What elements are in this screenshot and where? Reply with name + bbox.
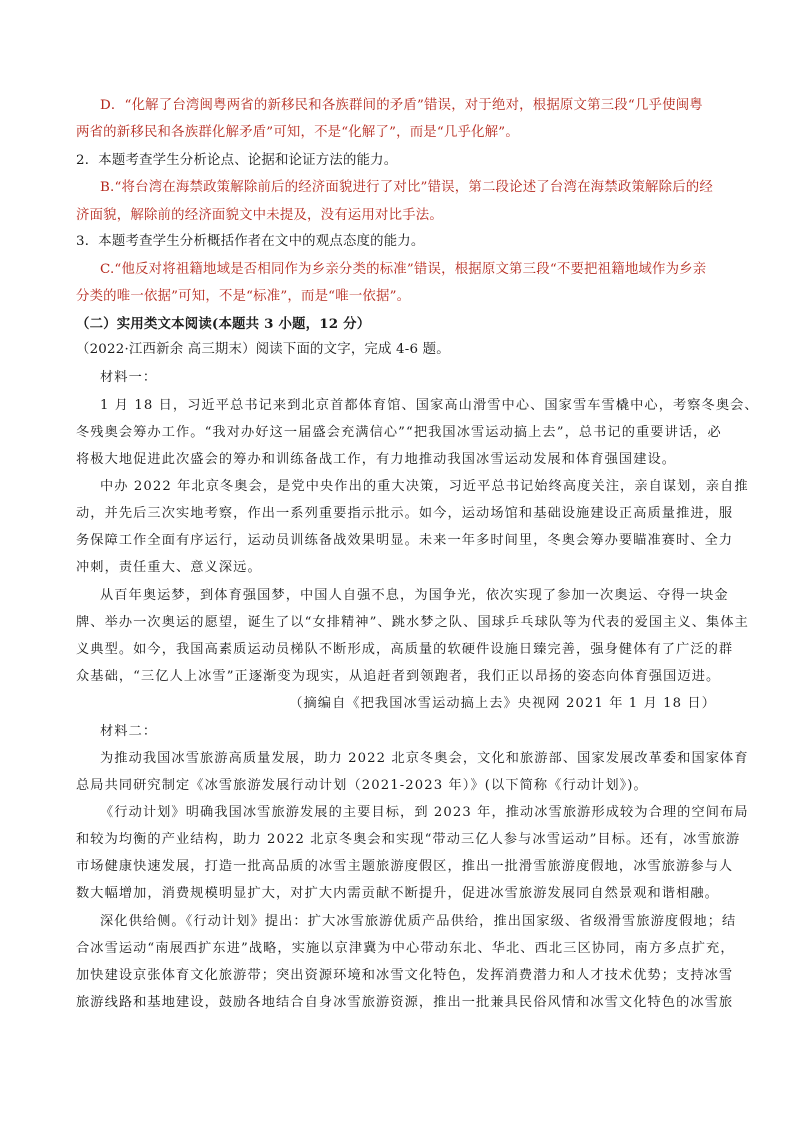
material-1-p3-line-2: 牌、举办一次奥运的愿望，诞生了以“女排精神”、跳水梦之队、国球乒乓球队等为代表的爱国主义、集体主 (76, 615, 749, 630)
material-1-p2-line-3: 务保障工作全面有序运行，运动员训练备战效果明显。未来一年多时间里，冬奥会筹办要瞄准赛时、全力 (76, 533, 734, 548)
material-2-p3-line-1: 深化供给侧。《行动计划》提出：扩大冰雪旅游优质产品供给，推出国家级、省级滑雪旅游度假地；结 (100, 914, 737, 929)
material-2-p2-line-3: 市场健康快速发展，打造一批高品质的冰雪主题旅游度假区，推出一批滑雪旅游度假地，冰雪旅游参与人 (76, 859, 734, 874)
material-2-p2-line-2: 和较为均衡的产业结构，助力 2022 北京冬奥会和实现“带动三亿人参与冰雪运动”目标。还有，冰雪旅游 (76, 832, 741, 847)
material-1-p3-line-1: 从百年奥运梦，到体育强国梦，中国人自强不息，为国争光，依次实现了参加一次奥运、夺得一块金 (100, 588, 729, 603)
question-3-heading: 3．本题考查学生分析概括作者在文中的观点态度的能力。 (76, 234, 425, 249)
material-1-p2-line-4: 冲刺，责任重大、意义深远。 (76, 560, 262, 575)
material-2-p1-line-2: 总局共同研究制定《冰雪旅游发展行动计划（2021-2023 年）》(以下简称《行动计划》)。 (76, 778, 648, 793)
material-1-p2-line-1: 中办 2022 年北京冬奥会，是党中央作出的重大决策，习近平总书记始终高度关注，亲自谋划，亲自推 (100, 479, 749, 494)
source-instruction: （2022·江西新余 高三期末）阅读下面的文字，完成 4-6 题。 (76, 342, 450, 357)
material-2-p3-line-2: 合冰雪运动“南展西扩东进”战略，实施以京津冀为中心带动东北、华北、西北三区协同，南方多点扩充， (76, 941, 735, 956)
question-2-heading: 2．本题考查学生分析论点、论据和论证方法的能力。 (76, 153, 398, 168)
material-2-p2-line-4: 数大幅增加，消费规模明显扩大，对扩大内需贡献不断提升，促进冰雪旅游发展同自然景观和谐相融。 (76, 886, 719, 901)
answer-d-line-1: D．“化解了台湾闽粤两省的新移民和各族群间的矛盾”错误，对于绝对，根据原文第三段“几乎使闽粤 (100, 98, 703, 113)
material-1-p1-line-2: 冬残奥会筹办工作。“我对办好这一届盛会充满信心”“把我国冰雪运动搞上去”，总书记的重要讲话，必 (76, 425, 722, 440)
material-1-p1-line-3: 将极大地促进此次盛会的筹办和训练备战工作，有力地推动我国冰雪运动发展和体育强国建设。 (76, 452, 677, 467)
answer-b-line-2: 济面貌，解除前的经济面貌文中未提及，没有运用对比手法。 (76, 208, 443, 223)
material-1-p3-line-3: 义典型。如今，我国高素质运动员梯队不断形成，高质量的软硬件设施日臻完善，强身健体有了广泛的群 (76, 642, 734, 657)
material-1-p3-line-4: 众基础，“三亿人上冰雪”正逐渐变为现实，从追赶者到领跑者，我们正以昂扬的姿态向体育强国迈进。 (76, 669, 721, 684)
material-1-p2-line-2: 动，并先后三次实地考察，作出一系列重要指示批示。如今，运动场馆和基础设施建设正高质量推进，服 (76, 506, 734, 521)
answer-c-line-2: 分类的唯一依据”可知，不是“标准”，而是“唯一依据”。 (76, 289, 411, 304)
section-heading: （二）实用类文本阅读(本题共 3 小题，12 分） (76, 316, 371, 332)
answer-d-line-2: 两省的新移民和各族群化解矛盾”可知，不是“化解了”，而是“几乎化解”。 (76, 125, 519, 140)
answer-c-line-1: C.“他反对将祖籍地域是否相同作为乡亲分类的标准”错误，根据原文第三段“不要把祖籍地域作为乡亲 (100, 262, 707, 277)
material-2-p2-line-1: 《行动计划》明确我国冰雪旅游发展的主要目标，到 2023 年，推动冰雪旅游形成较为合理的空间布局 (100, 805, 749, 820)
material-1-citation: （摘编自《把我国冰雪运动搞上去》央视网 2021 年 1 月 18 日） (289, 696, 716, 711)
material-2-p1-line-1: 为推动我国冰雪旅游高质量发展，助力 2022 北京冬奥会，文化和旅游部、国家发展改革委和国家体育 (100, 751, 749, 766)
material-2-p3-line-3: 加快建设京张体育文化旅游带；突出资源环境和冰雪文化特色，发挥消费潜力和人才技术优势；支持冰雪 (76, 968, 734, 983)
material-1-p1-line-1: 1 月 18 日，习近平总书记来到北京首都体育馆、国家高山滑雪中心、国家雪车雪橇中心，考察冬奥会、 (100, 398, 759, 413)
material-1-label: 材料一： (100, 370, 158, 385)
material-2-p3-line-4: 旅游线路和基地建设，鼓励各地结合自身冰雪旅游资源，推出一批兼具民俗风情和冰雪文化特色的冰雪旅 (76, 995, 734, 1010)
answer-b-line-1: B.“将台湾在海禁政策解除前后的经济面貌进行了对比”错误，第二段论述了台湾在海禁政策解除后的经 (100, 180, 713, 195)
material-2-label: 材料二： (100, 724, 158, 739)
